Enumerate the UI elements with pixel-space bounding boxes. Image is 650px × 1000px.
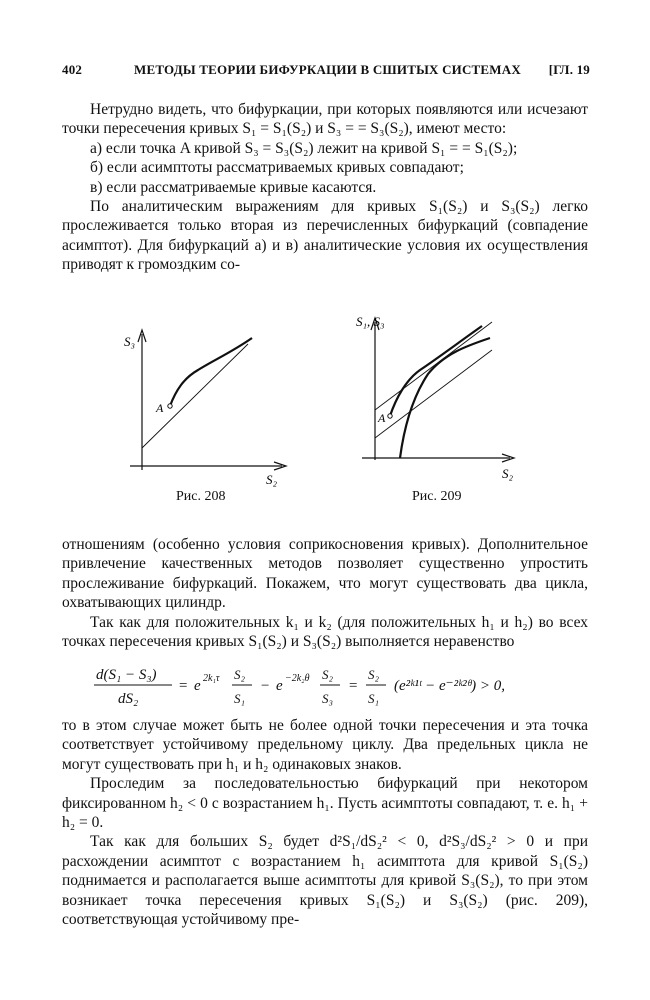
formula-eq1: = <box>178 678 189 694</box>
formula-frac3-num: S₂ <box>368 667 380 682</box>
fig209-caption: Рис. 209 <box>412 489 462 504</box>
body-text-bottom <box>62 716 588 929</box>
paragraph-6: Проследим за последовательностью бифуркаций при некотором фиксированном h₂ < 0 с возрастанием h₁. Пусть асимптоты совпадают, т. е. h₁ + h₂ = 0. <box>62 775 588 832</box>
running-title: МЕТОДЫ ТЕОРИИ БИФУРКАЦИИ В СШИТЫХ СИСТЕМАХ <box>134 62 521 77</box>
formula-minus: − <box>260 678 271 694</box>
formula-exp2: e <box>276 678 283 694</box>
fig208-caption: Рис. 208 <box>176 489 226 504</box>
formula-frac2-num: S₂ <box>322 667 334 682</box>
fig208-asymptote <box>142 344 248 448</box>
item-c: в) если рассматриваемые кривые касаются. <box>90 178 377 196</box>
chapter-label: [ГЛ. 19 <box>548 62 590 77</box>
item-b: б) если асимптоты рассматриваемых кривых совпадают; <box>90 159 464 177</box>
paragraph-7: Так как для больших S₂ будет d²S₁/dS₂² < 0, d²S₃/dS₂² > 0 и при расхождении асимптот с возрастанием h₁ асимптота для кривой S₁(S₂) поднимается и располагается выше асимптоты для кривой S₃(S₂), то при этом возникает точка пересечения кривых S₁(S₂) и S₃(S₂) (рис. 209), соответствующая устойчивому пре- <box>62 833 588 929</box>
formula-frac1-den: S₁ <box>234 691 246 706</box>
intro-text <box>62 100 588 275</box>
fig208-curve <box>170 338 252 406</box>
fig209-x-label: S₂ <box>502 466 514 481</box>
formula-lhs-num: d(S₁ − S₃) <box>96 667 157 683</box>
fig209-curve-s1 <box>400 338 490 458</box>
page-number: 402 <box>62 62 83 77</box>
paragraph-2: По аналитическим выражениям для кривых S₁(S₂) и S₃(S₂) легко прослеживается только вторая из перечисленных бифуркаций (совпадение асимптот). Для бифуркаций а) и в) аналитические условия их осуществления приводят к громоздким со- <box>62 198 588 274</box>
fig209-asymptote-upper <box>375 322 492 410</box>
paragraph-4: Так как для положительных k₁ и k₂ (для положительных h₁ и h₂) во всех точках пересечения кривых S₁(S₂) и S₃(S₂) выполняется неравенство <box>62 613 588 651</box>
formula-paren-expression: (e²ᵏ¹ᵗ − e⁻²ᵏ²ᶿ) > 0, <box>394 678 505 694</box>
fig209-point-label: A <box>378 411 386 425</box>
formula-svg <box>62 662 588 712</box>
inequality-formula <box>62 662 588 712</box>
formula-frac1-num: S₂ <box>234 667 246 682</box>
fig208-point-label: A <box>156 401 164 415</box>
formula-eq2: = <box>348 678 359 694</box>
fig209-axes <box>362 318 514 462</box>
fig209-asymptote-lower <box>375 350 492 438</box>
fig208-x-label: S₂ <box>266 472 278 487</box>
paragraph-5: то в этом случае может быть не более одной точки пересечения и эта точка соответствует устойчивому предельному циклу. Два предельных цикла не могут существовать при h₁ и h₂ одинаковых знаков. <box>62 717 588 773</box>
formula-exp1: e <box>194 678 201 694</box>
fig208-point-a <box>168 404 172 408</box>
paragraph-3: отношениям (особенно условия соприкосновения кривых). Дополнительное привлечение качественных методов позволяет существенно упростить прослеживание бифуркаций. Покажем, что могут существовать два цикла, охватывающих цилиндр. <box>62 536 588 612</box>
paragraph-1: Нетрудно видеть, что бифуркации, при которых появляются или исчезают точки пересечения кривых S₁ = S₁(S₂) и S₃ = = S₃(S₂), имеют место: <box>62 101 588 138</box>
fig209-y-label: S₁, S₃ <box>356 314 385 329</box>
fig208-y-label: S₃ <box>124 334 136 349</box>
figure-208 <box>0 308 650 523</box>
formula-frac2-den: S₃ <box>322 691 334 706</box>
body-text-top <box>62 535 588 651</box>
item-a: а) если точка A кривой S₃ = S₃(S₂) лежит на кривой S₁ = = S₁(S₂); <box>90 139 518 157</box>
figures-area <box>0 308 650 523</box>
fig208-axes <box>130 330 286 470</box>
fig209-point-a <box>388 414 392 418</box>
formula-frac3-den: S₁ <box>368 691 380 706</box>
formula-exp2-sup: −2k₂θ <box>285 673 310 684</box>
formula-lhs-den: dS₂ <box>118 691 139 707</box>
formula-exp1-sup: 2k₁τ <box>203 673 220 684</box>
